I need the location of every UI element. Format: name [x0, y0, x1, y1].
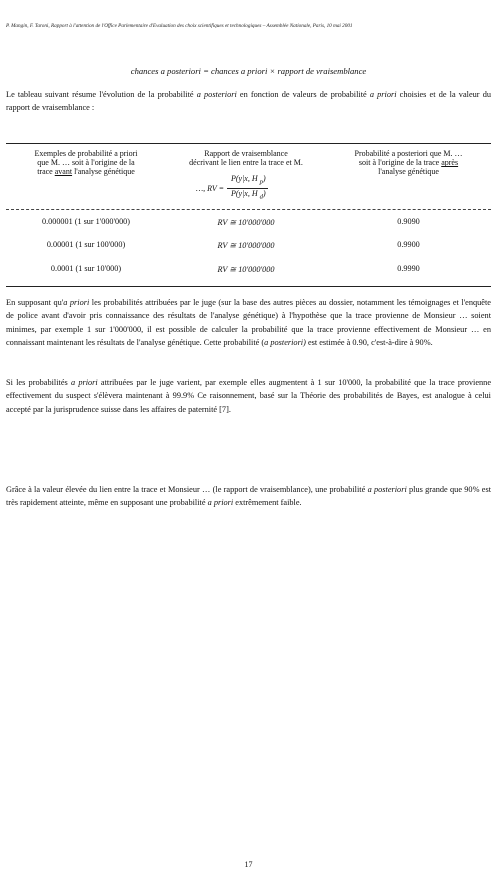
table-cell-posterior: 0.9990	[397, 264, 420, 273]
bayes-formula: chances a posteriori = chances a priori × rapport de vraisemblance	[130, 66, 367, 76]
table-bottom-rule	[6, 286, 491, 287]
table-header-prior: Exemples de probabilité a priori que M. … soit à l'origine de la trace avant l'analyse génétique	[34, 149, 138, 177]
table-cell-rv: RV ≅ 10'000'000	[217, 241, 275, 250]
table-cell-posterior: 0.9900	[397, 240, 420, 249]
paragraph-1: En supposant qu'a priori les probabilités attribuées par le juge (sur la base des autres pièces au dossier, notamment les témoignages et l'enquête de police avant d'avoir pris connaissance des résultats de l'analyse génétique) à l'hypothèse que la trace provienne de Monsieur … soient minimes, par exemple 1 sur 1'000'000, il est possible de calculer la probabilité que la trace provienne effectivement de Monsieur … en connaissant maintenant les résultats de l'analyse génétique. Cette probabilité (a posteriori) est estimée à 0.90, c'est-à-dire à 90%.	[6, 298, 491, 348]
table-cell-posterior: 0.9090	[397, 217, 420, 226]
table-cell-prior: 0.000001 (1 sur 1'000'000)	[41, 217, 130, 226]
table-header-posterior: Probabilité a posteriori que M. … soit à l'origine de la trace après l'analyse génétique	[354, 149, 463, 177]
table-cell-rv: RV ≅ 10'000'000	[217, 218, 275, 227]
page-number: 17	[244, 860, 253, 869]
table-cell-prior: 0.00001 (1 sur 100'000)	[46, 240, 126, 249]
table-header-rule	[6, 209, 491, 210]
likelihood-ratio-formula: …, RV = $\frac{P(y|x, H _p)}{P(y|x, H _d)}$	[196, 174, 266, 201]
paragraph-3: Grâce à la valeur élevée du lien entre la trace et Monsieur … (le rapport de vraisemblance), une probabilité a posteriori plus grande que 90% est très rapidement atteinte, même en supposant une probabilité a priori extrêmement faible.	[6, 485, 491, 508]
table-top-rule	[6, 143, 491, 144]
running-header: P. Mangin, F. Taroni, Rapport à l'attention de l'Office Parlementaire d'Evaluation des choix scientifiques et technologiques – Assemblée Nationale, Paris, 10 mai 2001	[6, 23, 353, 29]
table-header-likelihood-ratio: Rapport de vraisemblance décrivant le lien entre la trace et M.	[189, 149, 303, 168]
table-cell-rv: RV ≅ 10'000'000	[217, 265, 275, 274]
table-cell-prior: 0.0001 (1 sur 10'000)	[50, 264, 122, 273]
intro-paragraph: Le tableau suivant résume l'évolution de la probabilité a posteriori en fonction de valeurs de probabilité a priori choisies et de la valeur du rapport de vraisemblance :	[6, 90, 491, 113]
paragraph-2: Si les probabilités a priori attribuées par le juge varient, par exemple elles augmentent à 1 sur 10'000, la probabilité que la trace provienne effectivement du suspect s'élèvera maintenant à 99.9% Ce raisonnement, basé sur la Théorie des probabilités de Bayes, est analogue à celui accepté par la jurisprudence suisse dans les affaires de paternité [7].	[6, 378, 492, 414]
